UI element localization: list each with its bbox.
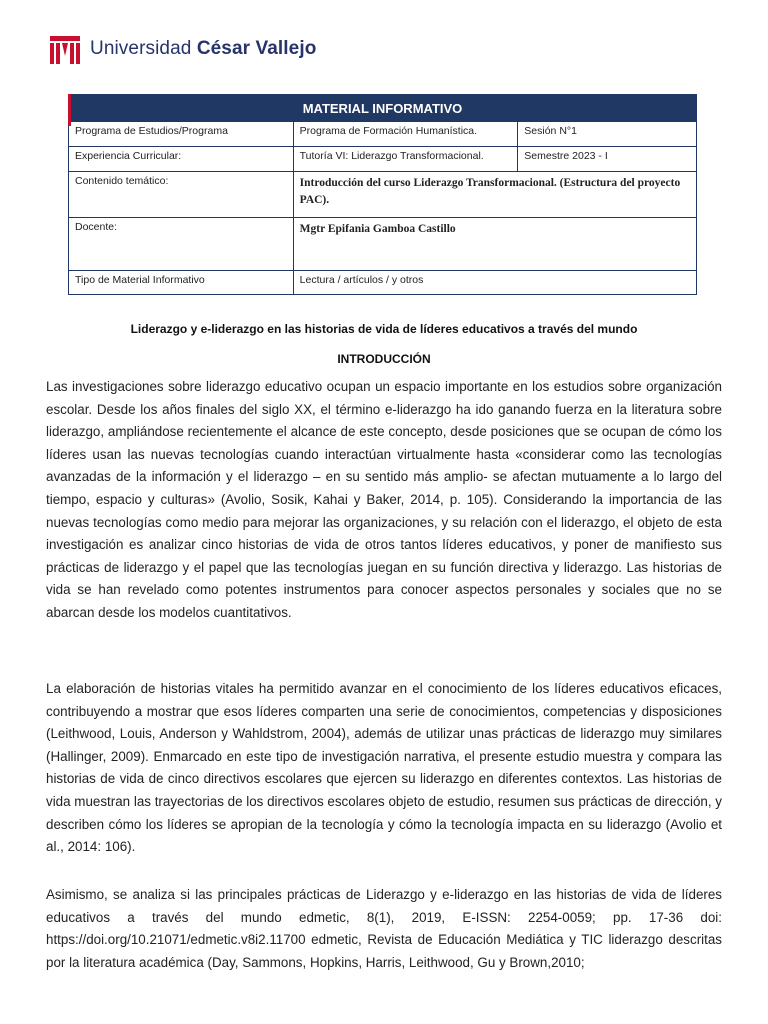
info-row-experiencia xyxy=(69,147,697,172)
info-table-header-row xyxy=(69,95,697,122)
university-prefix: Universidad xyxy=(90,38,197,59)
info-row-docente xyxy=(69,218,697,271)
info-row-tipo xyxy=(69,271,697,295)
university-logo xyxy=(50,34,316,64)
paragraph: Las investigaciones sobre liderazgo educativo ocupan un espacio importante en los estudios sobre organización escolar. Desde los años finales del siglo XX, el término e-liderazgo ha ido ganando fuerza en la literatura sobre liderazgo, ampliándose recientemente el alcance de este concepto, desde posiciones que se ocupan de cómo los líderes usan las nuevas tecnologías cuando interactúan virtualmente hasta «considerar como las tecnologías avanzadas de la información y el liderazgo – en su sentido más amplio- se afectan mutuamente a lo largo del tiempo, espacio y culturas» (Avolio, Sosik, Kahai y Baker, 2014, p. 105). Considerando la importancia de las nuevas tecnologías como medio para mejorar las organizaciones, y su relación con el liderazgo, el objeto de esta investigación es analizar cinco historias de vida de otros tantos líderes educativos, y poner de manifiesto sus prácticas de liderazgo y el papel que las tecnologías juegan en su función directiva y liderazgo. Las historias de vida se han revelado como potentes instrumentos para conocer aspectos personales y sociales que no se abarcan desde los modelos cuantitativos. xyxy=(46,379,722,620)
info-extra: Sesión N°1 xyxy=(518,122,697,147)
table-accent-bar xyxy=(68,94,71,126)
info-value: Tutoría VI: Liderazgo Transformacional. xyxy=(293,147,518,172)
university-shield-icon xyxy=(50,34,80,64)
section-heading: INTRODUCCIÓN xyxy=(337,352,431,366)
info-value: Lectura / artículos / y otros xyxy=(293,271,696,295)
info-value: Introducción del curso Liderazgo Transformacional. (Estructura del proyecto PAC). xyxy=(293,172,696,218)
university-name-bold: César Vallejo xyxy=(196,38,317,59)
info-row-programa xyxy=(69,122,697,147)
info-label: Contenido temático: xyxy=(69,172,294,218)
info-label: Tipo de Material Informativo xyxy=(69,271,294,295)
paragraph: Asimismo, se analiza si las principales prácticas de Liderazgo y e-liderazgo en las historias de vida de líderes educativos a través del mundo edmetic, 8(1), 2019, E-ISSN: 2254-0059; pp. 17-36 doi: https://doi.org/10.21071/edmetic.v8i2.11700 edmetic, Revista de Educación Mediática y TIC liderazgo descritas por la literatura académica (Day, Sammons, Hopkins, Harris, Leithwood, Gu y Brown,2010; xyxy=(46,887,722,970)
info-table-title: MATERIAL INFORMATIVO xyxy=(69,95,697,122)
document-title: Liderazgo y e-liderazgo en las historias de vida de líderes educativos a través del mundo xyxy=(130,322,638,336)
info-extra: Semestre 2023 - I xyxy=(518,147,697,172)
info-value: Programa de Formación Humanística. xyxy=(293,122,518,147)
info-table xyxy=(68,94,697,295)
info-label: Docente: xyxy=(69,218,294,271)
university-name xyxy=(90,38,316,60)
info-row-contenido xyxy=(69,172,697,218)
info-label: Experiencia Curricular: xyxy=(69,147,294,172)
info-value: Mgtr Epifania Gamboa Castillo xyxy=(293,218,696,271)
info-label: Programa de Estudios/Programa xyxy=(69,122,294,147)
paragraph: La elaboración de historias vitales ha permitido avanzar en el conocimiento de los líderes educativos eficaces, contribuyendo a mostrar que esos líderes comparten una serie de conocimientos, competencias y disposiciones (Leithwood, Louis, Anderson y Wahldstrom, 2004), además de utilizar unas prácticas de liderazgo muy similares (Hallinger, 2009). Enmarcado en este tipo de investigación narrativa, el presente estudio muestra y compara las historias de vida de cinco directivos escolares que ejercen su liderazgo en diferentes contextos. Las historias de vida muestran las trayectorias de los directivos escolares objeto de estudio, resumen sus prácticas de dirección, y describen cómo los líderes se apropian de la tecnología y cómo la tecnología impacta en su liderazgo (Avolio et al., 2014: 106). xyxy=(46,681,722,855)
